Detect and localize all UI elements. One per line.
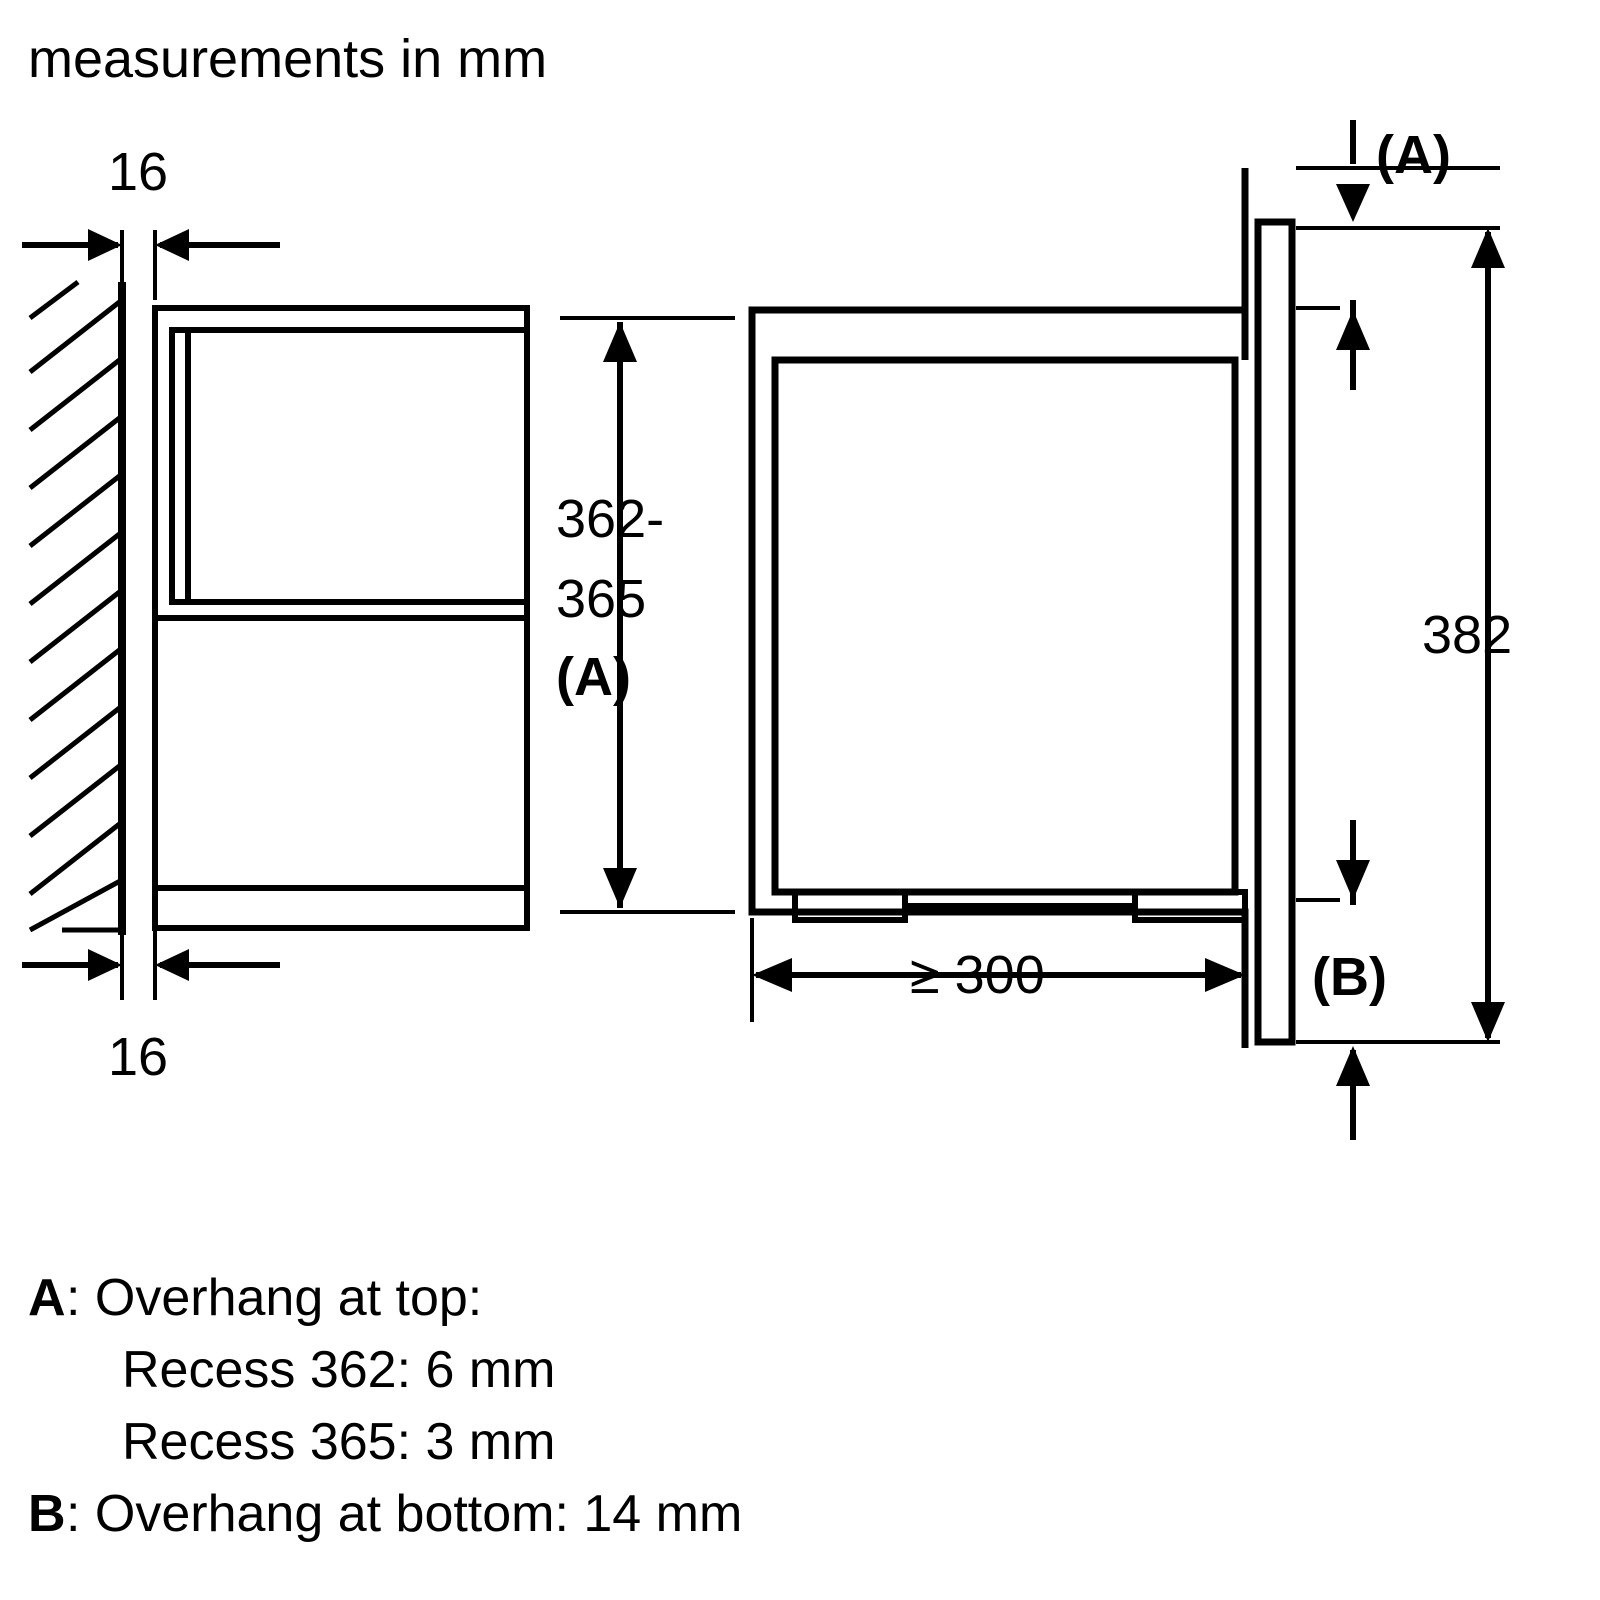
legend-b-text: : Overhang at bottom: 14 mm <box>66 1485 743 1543</box>
height-dimension-marker-a: (A) <box>556 647 631 707</box>
depth-dimension-min300: ≥ 300 <box>910 945 1045 1005</box>
page-title: measurements in mm <box>28 29 548 89</box>
left-top-dimension-16: 16 <box>108 142 169 202</box>
overall-height-382: 382 <box>1422 605 1513 665</box>
height-dimension-line2: 365 <box>556 569 647 629</box>
marker-a-top: (A) <box>1376 125 1451 185</box>
legend-a-key: A <box>28 1269 66 1327</box>
marker-b-bottom: (B) <box>1312 947 1387 1007</box>
left-bottom-dimension-16: 16 <box>108 1027 169 1087</box>
legend-a-line1: Recess 362: 6 mm <box>122 1341 556 1399</box>
height-dimension-line1: 362- <box>556 489 665 549</box>
legend-a-line2: Recess 365: 3 mm <box>122 1413 556 1471</box>
legend-b-key: B <box>28 1485 66 1543</box>
legend-a-text: : Overhang at top: <box>66 1269 483 1327</box>
